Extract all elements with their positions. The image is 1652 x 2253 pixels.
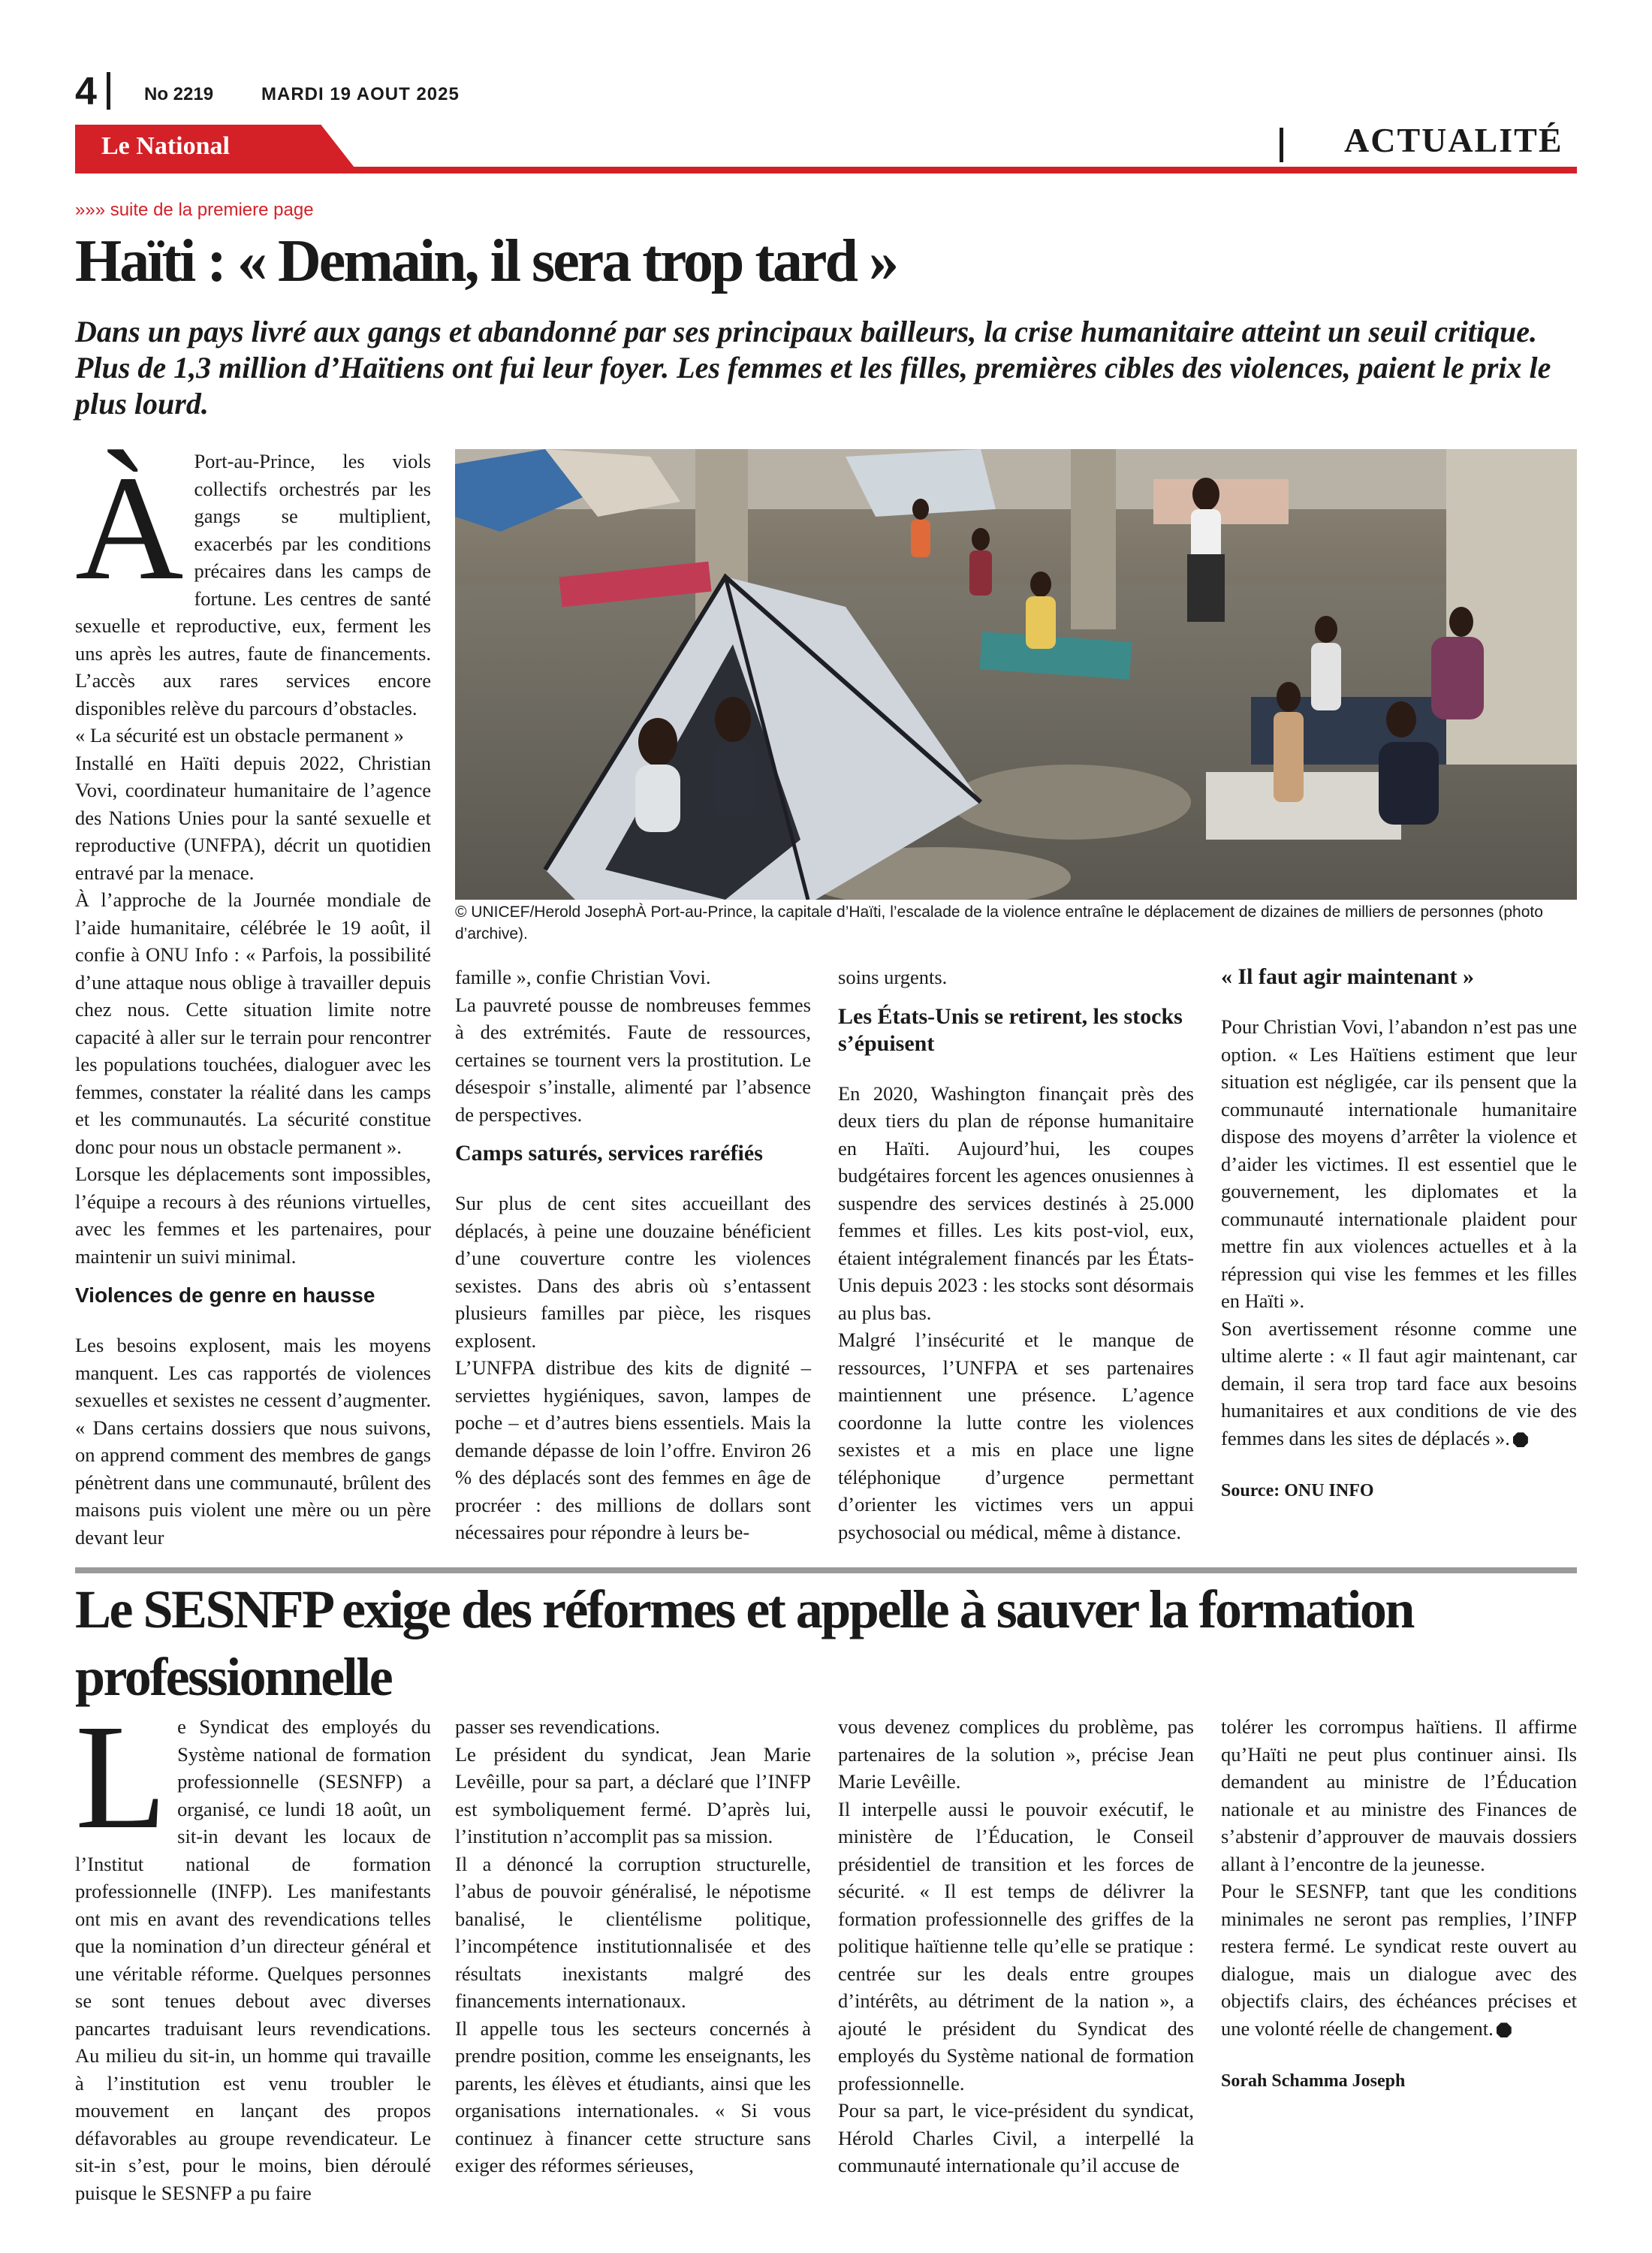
article-divider: [75, 1567, 1577, 1573]
header-red-rule: [75, 167, 1577, 173]
issue-date: MARDI 19 AOUT 2025: [261, 84, 460, 104]
paragraph: Les besoins explosent, mais les moyens manquent. Les cas rapportés de violences sexuelles et sexistes ne cessent d’augmenter. « Dans certains dossiers que nous suivons, on apprend comment des membres de gangs pénètrent dans une communauté, brûlent des maisons puis violent une mère ou un père devant leur: [75, 1334, 431, 1549]
section-title: ACTUALITÉ: [1344, 121, 1563, 159]
paragraph: Le président du syndicat, Jean Marie Levêille, pour sa part, a déclaré que l’INFP est symboliquement fermé. D’après lui, l’institution n’accomplit pas sa mission.: [455, 1742, 811, 1847]
paragraph: L’UNFPA distribue des kits de dignité – serviettes hygiéniques, savon, lampes de poche – et d’autres biens essentiels. Mais la demande dépasse de loin l’offre. Environ 26 % des déplacés sont des femmes en âge de procréer : des millions de dollars sont nécessaires pour répondre à leurs be-: [455, 1356, 811, 1543]
subheading: Les États-Unis se retirent, les stocks s’épuisent: [838, 1003, 1183, 1056]
paragraph: À l’approche de la Journée mondiale de l’aide humanitaire, célébrée le 19 août, il confie à ONU Info : « Parfois, la possibilité d’une attaque nous oblige à travailler depuis chez nous. Cette situation limite notre capacité à aller sur le terrain pour rencontrer les populations touchées, dialoguer avec les femmes, constater la réalité dans les camps et les communautés. La sécurité constitue donc pour nous un obstacle permanent ».: [75, 888, 431, 1158]
article1-column-2: [455, 964, 811, 1546]
article2-column-3: [838, 1713, 1194, 2179]
paragraph: La pauvreté pousse de nombreuses femmes à des extrémités. Faute de ressources, certaines se tournent vers la prostitution. Le désespoir s’installe, alimenté par l’absence de perspectives.: [455, 993, 811, 1126]
paragraph: Pour sa part, le vice-président du syndicat, Hérold Charles Civil, a interpellé la communauté internationale qu’il accuse de: [838, 2099, 1194, 2176]
article-headline: Haïti : « Demain, il sera trop tard »: [75, 228, 897, 294]
drop-cap: À: [75, 445, 184, 611]
paragraph: « La sécurité est un obstacle permanent »: [75, 724, 404, 746]
paragraph: passer ses revendications.: [455, 1715, 661, 1738]
camp-scene-image: [455, 449, 1577, 900]
subheading: Violences de genre en hausse: [75, 1283, 375, 1307]
end-mark-icon: [1497, 2022, 1512, 2037]
paragraph: [1221, 1878, 1577, 2042]
paragraph: Pour Christian Vovi, l’abandon n’est pas une option. « Les Haïtiens estiment que leur situation est négligée, car ils pensent que la communauté internationale humanitaire dispose des moyens d’arrêter la violence et d’aider les victimes. Il est essentiel que le gouvernement, les diplomates et la communauté internationale plaident pour mettre fin aux violences actuelles et à la répression qui vise les femmes et les filles en Haïti ».: [1221, 1015, 1577, 1312]
photo-caption: © UNICEF/Herold JosephÀ Port-au-Prince, la capitale d’Haïti, l’escalade de la violence entraîne le déplacement de dizaines de milliers de personnes (photo d’archive).: [455, 903, 1543, 943]
article2-column-4: [1221, 1713, 1577, 2095]
article-headline: Le SESNFP exige des réformes et appelle à sauver la formation professionnelle: [75, 1579, 1413, 1707]
article-author: Sorah Schamma Joseph: [1221, 2071, 1406, 2091]
page-number: 4: [75, 70, 97, 113]
paragraph: tolérer les corrompus haïtiens. Il affirme qu’Haïti ne peut plus continuer ainsi. Ils demandent au ministre de l’Éducation nationale et au ministre des Finances de s’abstenir d’approuver de mauvais dossiers allant à l’encontre de la jeunesse.: [1221, 1715, 1577, 1875]
subheading: « Il faut agir maintenant »: [1221, 964, 1474, 989]
paragraph: Sur plus de cent sites accueillant des déplacés, à peine une douzaine bénéficient d’une couverture contre les violences sexistes. Dans des abris où s’entassent plusieurs familles par pièce, les risques explosent.: [455, 1192, 811, 1352]
article2-column-1: [75, 1694, 431, 2206]
end-mark-icon: [1513, 1432, 1528, 1447]
paragraph: vous devenez complices du problème, pas partenaires de la solution », précise Jean Marie Levêille.: [838, 1715, 1194, 1793]
paragraph: famille », confie Christian Vovi.: [455, 966, 711, 988]
continued-link[interactable]: »»» suite de la premiere page: [75, 200, 314, 220]
article-source: Source: ONU INFO: [1221, 1481, 1374, 1500]
paragraph: Il appelle tous les secteurs concernés à prendre position, comme les enseignants, les parents, les élèves et étudiants, ainsi que les organisations internationales. « Si vous continuez à financer cette structure sans exiger des réformes sérieuses,: [455, 2016, 811, 2176]
paragraph-text: Son avertissement résonne comme une ultime alerte : « Il faut agir maintenant, car demain, il sera trop tard face aux besoins humanitaires et aux conditions de vie des femmes dans les sites de déplacés ».: [1221, 1317, 1577, 1449]
paragraph: Malgré l’insécurité et le manque de ressources, l’UNFPA et ses partenaires maintiennent une présence. L’agence coordonne la lutte contre les violences sexistes et a mis en place une ligne téléphonique d’urgence permettant d’orienter les victimes vers un appui psychosocial ou médical, même à distance.: [838, 1329, 1194, 1543]
paragraph: Il interpelle aussi le pouvoir exécutif, le ministère de l’Éducation, le Conseil présidentiel de transition et les forces de sécurité. « Il est temps de délivrer la formation professionnelle des griffes de la politique haïtienne telle qu’elle se pratique : centrée sur les deals entre groupes d’intérêts, au détriment de la nation », a ajouté le président du Syndicat des employés du Système national de formation professionnelle.: [838, 1797, 1194, 2095]
paragraph: Port-au-Prince, les viols collectifs orchestrés par les gangs se multiplient, exacerbés par les conditions précaires dans les camps de fortune. Les centres de santé sexuelle et reproductive, eux, ferment les uns après les autres, faute de financements. L’accès aux rares services encore disponibles relève du parcours d’obstacles.: [75, 450, 431, 719]
paragraph-text: Pour le SESNFP, tant que les conditions minimales ne seront pas remplies, l’INFP restera fermé. Le syndicat reste ouvert au dialogue, mais un dialogue avec des objectifs clairs, des échéances précises et une volonté réelle de changement.: [1221, 1880, 1577, 2040]
paragraph: [1221, 1315, 1577, 1452]
paragraph: Lorsque les déplacements sont impossibles, l’équipe a recours à des réunions virtuelles, avec les femmes et les partenaires, pour maintenir un suivi minimal.: [75, 1163, 431, 1268]
subheading: Camps saturés, services raréfiés: [455, 1141, 763, 1166]
article1-column-4: [1221, 964, 1577, 1505]
section-divider: [1280, 128, 1283, 162]
article2-column-2: [455, 1713, 811, 2179]
article-photo: [455, 449, 1577, 900]
paragraph: Installé en Haïti depuis 2022, Christian Vovi, coordinateur humanitaire de l’agence des Nations Unies pour la santé sexuelle et reproductive (UNFPA), décrit un quotidien entravé par la menace.: [75, 751, 431, 884]
drop-cap: L: [75, 1694, 167, 1860]
paragraph: e Syndicat des employés du Système national de formation professionnelle (SESNFP) a organisé, ce lundi 18 août, un sit-in devant les locaux de l’Institut national de formation professionnelle (INFP). Les manifestants ont mis en avant des revendications telles que la nomination d’un directeur général et une véritable réforme. Quelques personnes se sont tenues debout avec diverses pancartes traduisant leurs revendications. Au milieu du sit-in, un homme qui travaille à l’institution est venu troubler le mouvement en lançant des propos défavorables au groupe revendicateur. Le sit-in s’est, pour le moins, bien déroulé puisque le SESNFP a pu faire: [75, 1715, 431, 2204]
brand-name: Le National: [101, 132, 230, 160]
paragraph: En 2020, Washington finançait près des deux tiers du plan de réponse humanitaire en Haïti. Aujourd’hui, les coupes budgétaires forcent les agences onusiennes à suspendre des services destinés à 25.000 femmes et filles. Les kits post-viol, eux, étaient intégralement financés par les États-Unis depuis 2023 : les stocks sont désormais au plus bas.: [838, 1081, 1194, 1324]
article1-column-3: [838, 964, 1194, 1546]
paragraph: soins urgents.: [838, 966, 948, 988]
header-divider: [107, 72, 110, 110]
issue-number: No 2219: [144, 84, 214, 104]
article-lede: Dans un pays livré aux gangs et abandonné par ses principaux bailleurs, la crise humanitaire atteint un seuil critique. Plus de 1,3 million d’Haïtiens ont fui leur foyer. Les femmes et les filles, premières cibles des violences, paient le prix le plus lourd.: [75, 315, 1551, 421]
paragraph: Il a dénoncé la corruption structurelle, l’abus de pouvoir généralisé, le népotisme banalisé, le clientélisme politique, l’incompétence institutionnalisée et des résultats inexistants malgré des financements internationaux.: [455, 1852, 811, 2012]
article1-column-1: [75, 445, 431, 1551]
